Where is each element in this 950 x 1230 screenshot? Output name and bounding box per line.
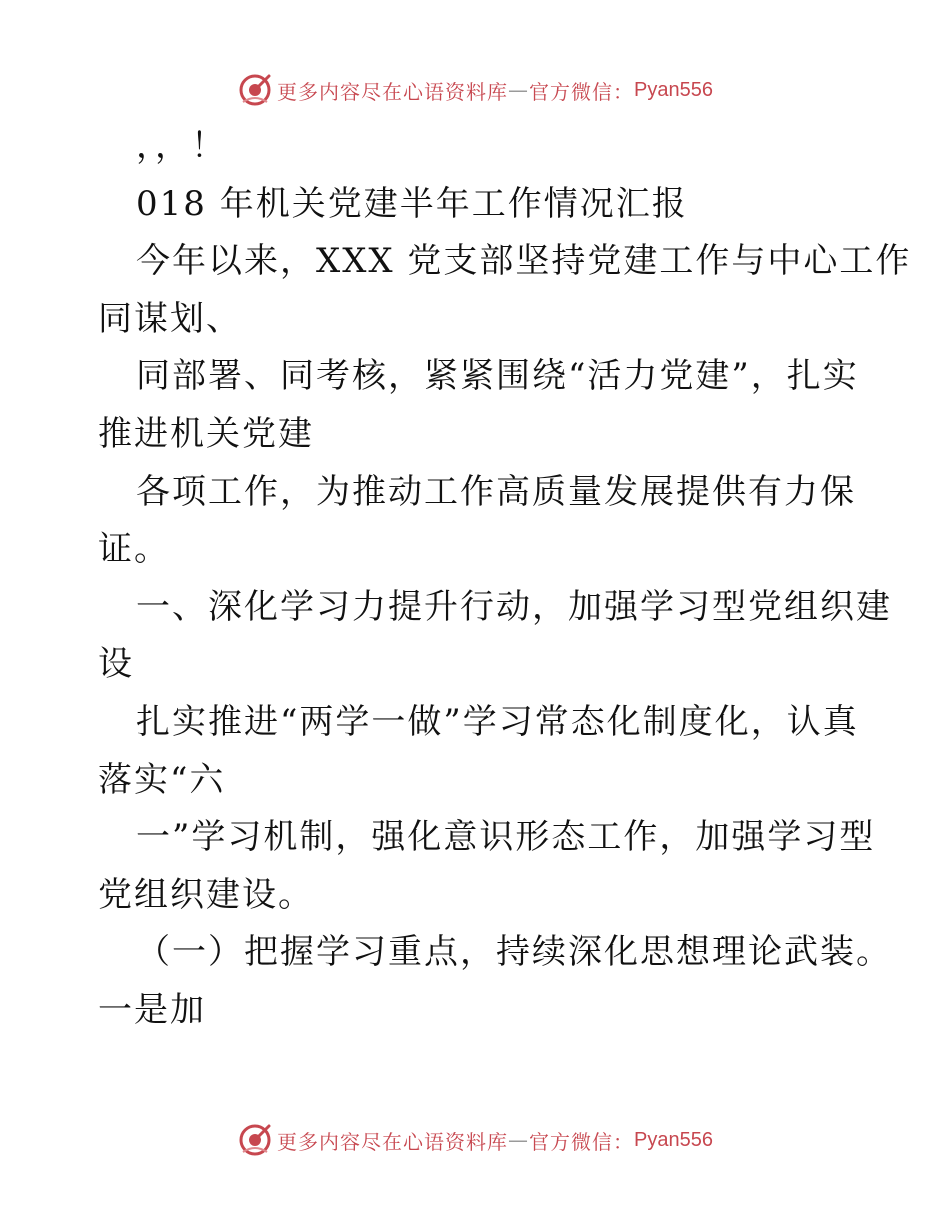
pen-logo-icon [237, 1122, 273, 1158]
document-line: （一）把握学习重点，持续深化思想理论武装。 [136, 932, 892, 973]
document-line: 一、深化学习力提升行动，加强学习型党组织建 [136, 586, 892, 627]
watermark-wechat-label: 官方微信： [529, 79, 635, 104]
document-line: 今年以来，XXX 党支部坚持党建工作与中心工作 [136, 241, 912, 282]
watermark-wechat-id: Pyan556 [634, 1128, 713, 1151]
document-line: 落实“六 [98, 759, 226, 800]
footer-watermark [0, 1120, 950, 1160]
watermark-separator: — [508, 78, 530, 102]
document-body [98, 118, 912, 1040]
document-line: 党组织建设。 [98, 874, 314, 915]
watermark-wechat-id: Pyan556 [634, 78, 713, 101]
document-line: 推进机关党建 [98, 413, 314, 454]
watermark-main-text: 更多内容尽在心语资料库 [277, 79, 509, 104]
document-line: 同谋划、 [98, 298, 242, 339]
watermark-wechat-label: 官方微信： [529, 1129, 635, 1154]
document-line: 018 年机关党建半年工作情况汇报 [136, 183, 688, 224]
document-line: 一”学习机制，强化意识形态工作，加强学习型 [136, 817, 876, 858]
header-watermark [0, 70, 950, 110]
document-line: ，，！ [136, 126, 227, 166]
document-line: 一是加 [98, 989, 206, 1030]
document-line: 同部署、同考核，紧紧围绕“活力党建”，扎实 [136, 356, 859, 397]
document-line: 各项工作，为推动工作高质量发展提供有力保 [136, 471, 856, 512]
document-line: 证。 [98, 529, 170, 570]
watermark-main-text: 更多内容尽在心语资料库 [277, 1129, 509, 1154]
document-line: 扎实推进“两学一做”学习常态化制度化，认真 [136, 701, 859, 742]
watermark-separator: — [508, 1128, 530, 1152]
document-line: 设 [98, 644, 134, 685]
pen-logo-icon [237, 72, 273, 108]
